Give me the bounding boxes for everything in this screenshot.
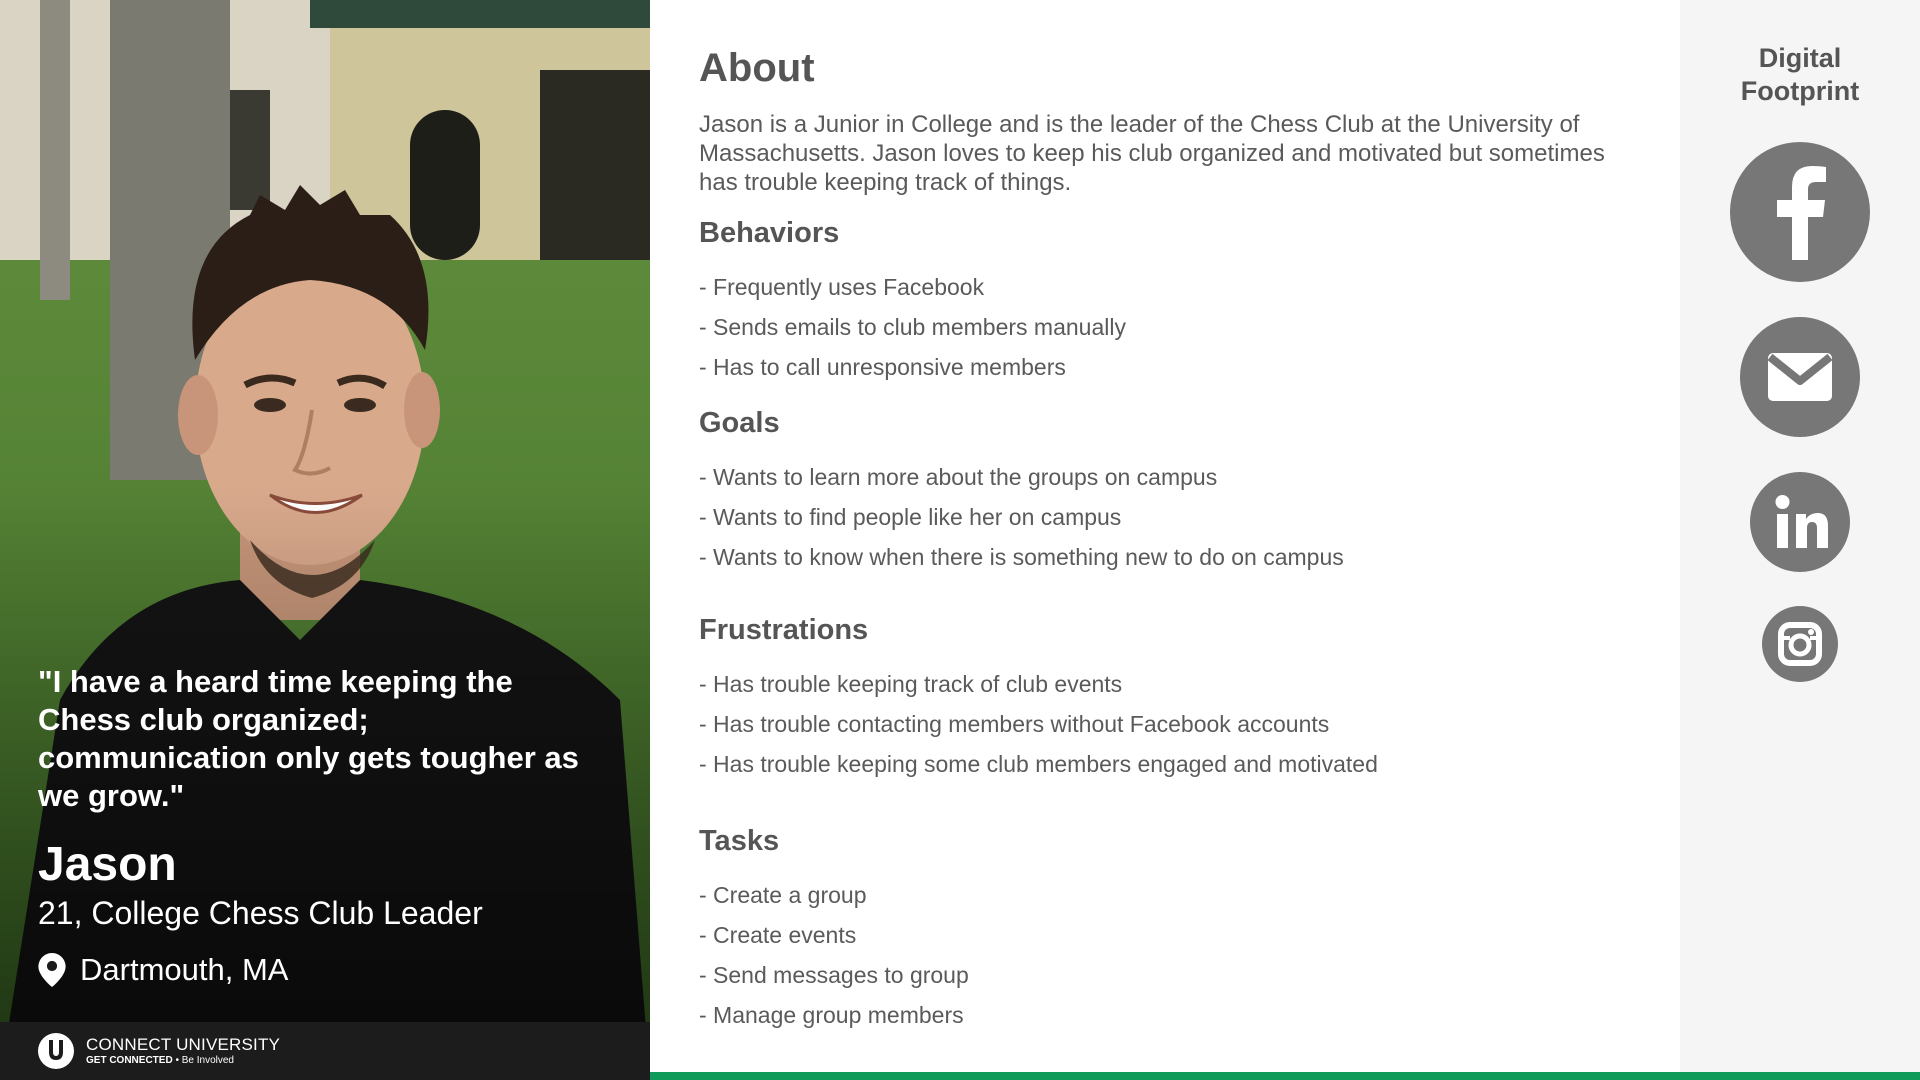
about-title: About bbox=[699, 46, 815, 90]
task-item: - Send messages to group bbox=[699, 962, 969, 988]
goal-item: - Wants to know when there is something new to do on campus bbox=[699, 544, 1344, 570]
goal-item: - Wants to find people like her on campus bbox=[699, 504, 1122, 530]
task-item: - Create events bbox=[699, 922, 857, 948]
task-item: - Create a group bbox=[699, 882, 867, 908]
persona-location bbox=[38, 951, 288, 989]
goals-title: Goals bbox=[699, 407, 780, 439]
persona-quote: "I have a heard time keeping the Chess club organized; communication only gets tougher as we grow." bbox=[38, 664, 579, 813]
brand-bar bbox=[0, 1022, 650, 1080]
accent-stripe bbox=[650, 1072, 1920, 1080]
linkedin-icon[interactable] bbox=[1750, 472, 1850, 572]
behavior-item: - Has to call unresponsive members bbox=[699, 354, 1066, 380]
behavior-item: - Frequently uses Facebook bbox=[699, 274, 985, 300]
persona-photo-panel bbox=[0, 0, 650, 1080]
frustrations-title: Frustrations bbox=[699, 614, 869, 646]
instagram-icon[interactable] bbox=[1762, 606, 1838, 682]
persona-details bbox=[650, 0, 1680, 1072]
brand-tagline: GET CONNECTED • Be Involved bbox=[86, 1054, 234, 1066]
digital-footprint-sidebar bbox=[1680, 0, 1920, 1072]
brand-name: CONNECT UNIVERSITY bbox=[86, 1034, 281, 1054]
frustration-item: - Has trouble keeping some club members engaged and motivated bbox=[699, 751, 1378, 777]
task-item: - Manage group members bbox=[699, 1002, 964, 1028]
email-icon[interactable] bbox=[1740, 317, 1860, 437]
map-pin-icon bbox=[38, 953, 66, 987]
goal-item: - Wants to learn more about the groups on campus bbox=[699, 464, 1218, 490]
frustration-item: - Has trouble keeping track of club events bbox=[699, 671, 1123, 697]
university-logo-icon bbox=[38, 1033, 74, 1069]
behaviors-title: Behaviors bbox=[699, 217, 840, 249]
behavior-item: - Sends emails to club members manually bbox=[699, 314, 1126, 340]
persona-name: Jason bbox=[38, 838, 177, 891]
digital-footprint-title: Digital Footprint bbox=[1740, 43, 1860, 106]
frustration-item: - Has trouble contacting members without Facebook accounts bbox=[699, 711, 1330, 737]
tasks-title: Tasks bbox=[699, 825, 780, 857]
facebook-icon[interactable] bbox=[1730, 142, 1870, 282]
location-text: Dartmouth, MA bbox=[80, 952, 289, 987]
about-text: Jason is a Junior in College and is the leader of the Chess Club at the University of Massachusetts. Jason loves to keep his club organized and motivated but sometimes has trouble keeping track of things. bbox=[699, 111, 1605, 196]
persona-role: 21, College Chess Club Leader bbox=[38, 895, 483, 931]
